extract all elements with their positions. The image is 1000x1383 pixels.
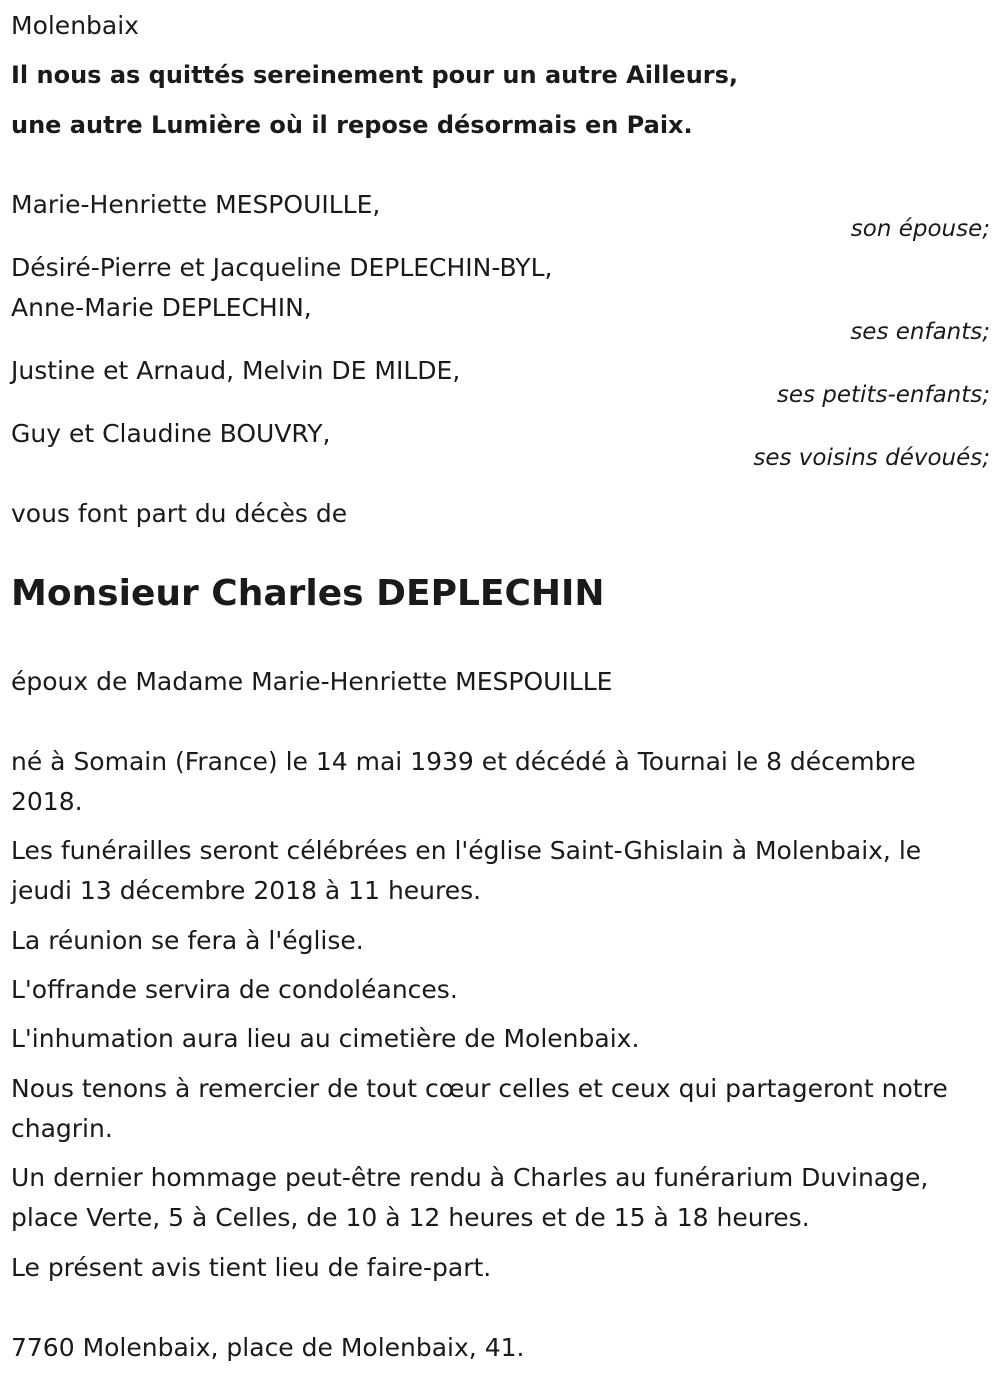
paragraph-notice: Le présent avis tient lieu de faire-part. [11, 1253, 492, 1282]
family-relation: ses petits-enfants; [776, 382, 990, 408]
family-name: Guy et Claudine BOUVRY, [11, 419, 331, 448]
address: 7760 Molenbaix, place de Molenbaix, 41. [11, 1333, 525, 1362]
family-name: Marie-Henriette MESPOUILLE, [11, 190, 381, 219]
paragraph-thanks: Nous tenons à remercier de tout cœur celles et ceux qui partageront notre chagrin. [11, 1074, 948, 1143]
paragraph-burial: L'inhumation aura lieu au cimetière de Molenbaix. [11, 1024, 640, 1053]
paragraph-birth-death: né à Somain (France) le 14 mai 1939 et décédé à Tournai le 8 décembre 2018. [11, 747, 916, 816]
spouse-line: époux de Madame Marie-Henriette MESPOUILLE [11, 667, 613, 696]
quote-line-1: Il nous as quittés sereinement pour un autre Ailleurs, [11, 61, 739, 89]
family-relation: son épouse; [850, 216, 990, 242]
family-name: Désiré-Pierre et Jacqueline DEPLECHIN-BYL, [11, 253, 553, 282]
family-relation: ses voisins dévoués; [753, 445, 990, 471]
paragraph-tribute: Un dernier hommage peut-être rendu à Charles au funérarium Duvinage, place Verte, 5 à Celles, de 10 à 12 heures et de 15 à 18 heures. [11, 1163, 929, 1232]
paragraph-reunion: La réunion se fera à l'église. [11, 926, 364, 955]
place-header: Molenbaix [11, 11, 139, 40]
family-name: Anne-Marie DEPLECHIN, [11, 293, 312, 322]
paragraph-funeral: Les funérailles seront célébrées en l'église Saint-Ghislain à Molenbaix, le jeudi 13 décembre 2018 à 11 heures. [11, 836, 922, 905]
deceased-name: Monsieur Charles DEPLECHIN [11, 573, 605, 614]
family-name: Justine et Arnaud, Melvin DE MILDE, [11, 356, 461, 385]
announce-text: vous font part du décès de [11, 499, 348, 528]
quote-line-2: une autre Lumière où il repose désormais en Paix. [11, 111, 693, 139]
paragraph-offering: L'offrande servira de condoléances. [11, 975, 458, 1004]
family-relation: ses enfants; [850, 319, 990, 345]
